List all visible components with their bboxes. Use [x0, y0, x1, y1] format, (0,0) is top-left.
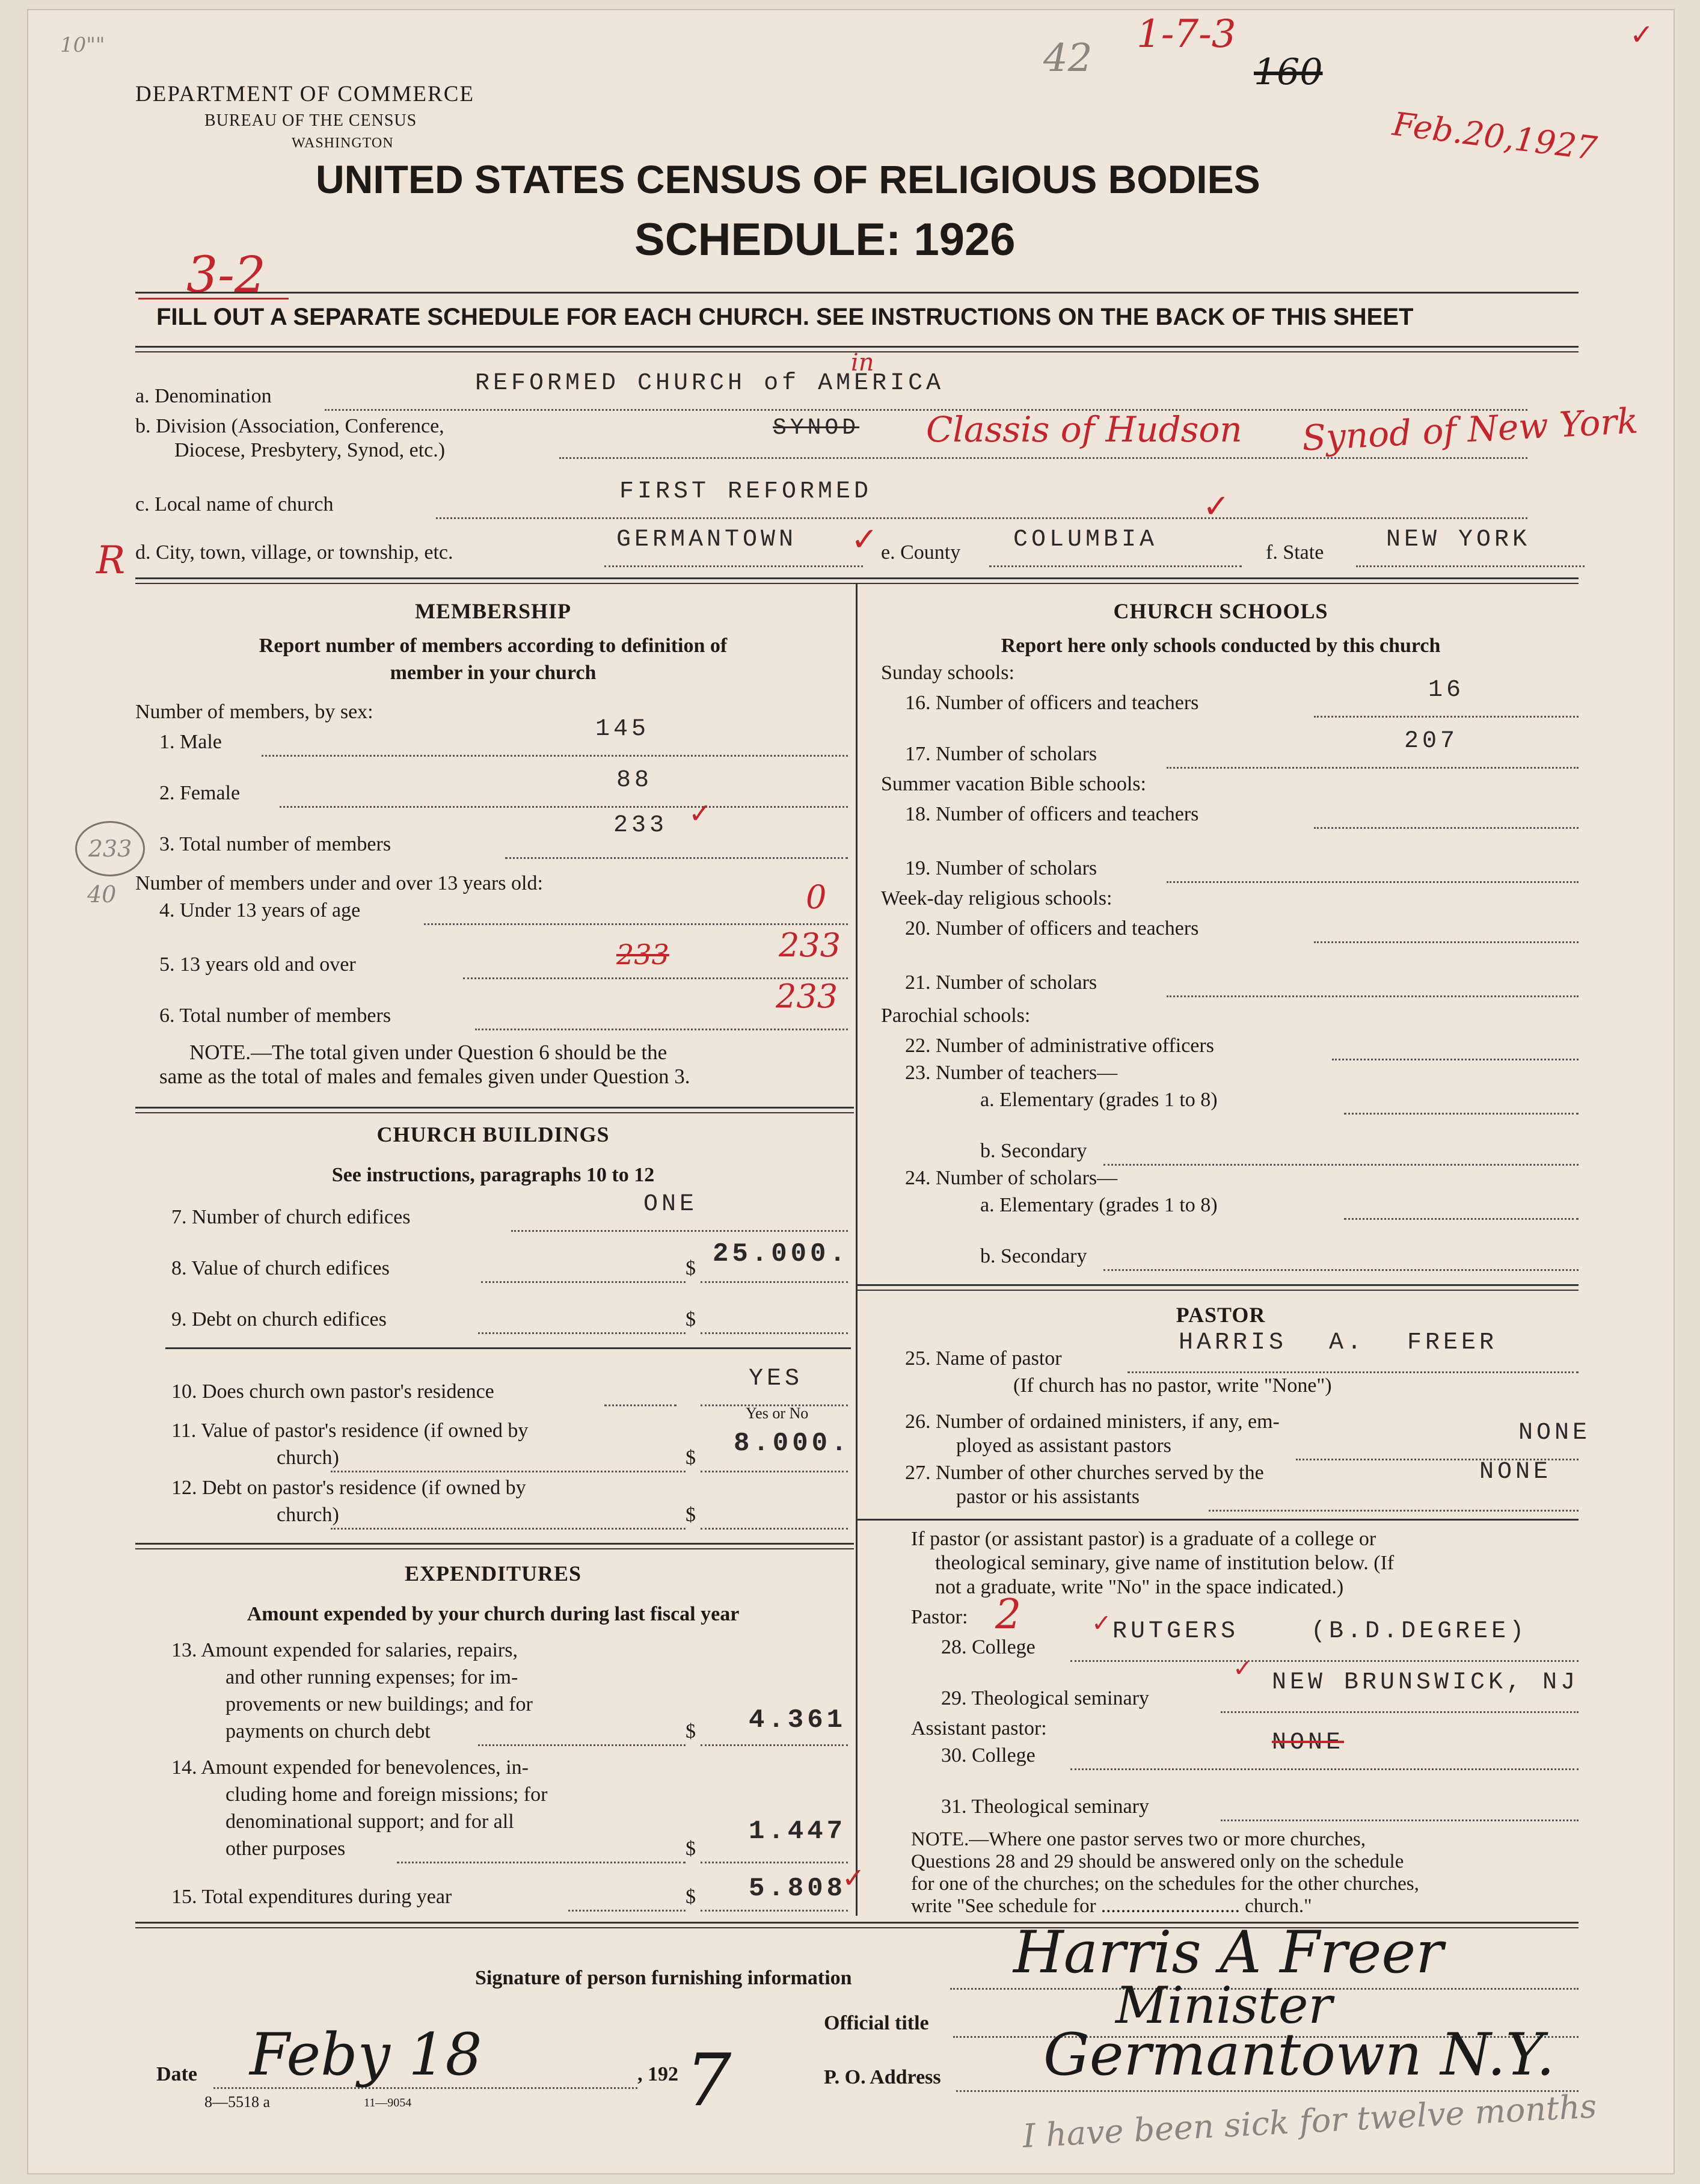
column-divider: [856, 583, 858, 1916]
form-instruction: FILL OUT A SEPARATE SCHEDULE FOR EACH CHURCH. SEE INSTRUCTIONS ON THE BACK OF THIS SHEET: [156, 304, 1414, 330]
college-line: [1070, 1660, 1579, 1662]
weekday-officers-label: 20. Number of officers and teachers: [905, 917, 1199, 940]
edifices-debt-line: [701, 1332, 848, 1334]
department-name: DEPARTMENT OF COMMERCE: [135, 82, 474, 106]
benevolences-dots: [397, 1862, 686, 1863]
buildings-inner-rule: [165, 1347, 851, 1349]
sunday-scholars-line: [1167, 767, 1579, 769]
under-13-value: 0: [806, 878, 827, 916]
members-by-sex-label: Number of members, by sex:: [135, 701, 373, 723]
sunday-officers-line: [1314, 716, 1579, 718]
schools-rule: [857, 1284, 1579, 1291]
pencil-note: I have been sick for twelve months: [1022, 2087, 1598, 2155]
seminary-value: NEW BRUNSWICK, NJ: [1272, 1669, 1579, 1696]
college-value: RUTGERS (B.D.DEGREE): [1112, 1618, 1528, 1645]
seminary-label: 29. Theological seminary: [941, 1687, 1149, 1709]
date-value: Feby 18: [250, 2021, 482, 2088]
division-label-cont: Diocese, Presbytery, Synod, etc.): [174, 439, 446, 461]
college-check: ✓: [1091, 1610, 1112, 1637]
weekday-scholars-label: 21. Number of scholars: [905, 971, 1097, 994]
assistant-seminary-line: [1221, 1819, 1579, 1821]
scholars-elementary-line: [1344, 1218, 1579, 1220]
residence-debt-dots: [331, 1528, 686, 1530]
teachers-elementary-label: a. Elementary (grades 1 to 8): [980, 1089, 1218, 1111]
summer-officers-line: [1314, 827, 1579, 829]
benevolences-label-1: 14. Amount expended for benevolences, in-: [171, 1756, 529, 1779]
form-number: 8—5518 a: [204, 2093, 271, 2111]
membership-subtitle-1: Report number of members according to definition of: [259, 635, 728, 657]
pastor-title: PASTOR: [1176, 1303, 1266, 1327]
residence-debt-label: 12. Debt on pastor's residence (if owned by: [171, 1477, 526, 1499]
denomination-label: a. Denomination: [135, 385, 272, 407]
pastor-name-hint: (If church has no pastor, write "None"): [1013, 1374, 1332, 1397]
sunday-scholars-value: 207: [1404, 728, 1459, 755]
assistant-college-value: NONE: [1272, 1729, 1345, 1756]
edifices-value-label: 8. Value of church edifices: [171, 1257, 390, 1279]
residence-value: 8.000.: [734, 1429, 851, 1459]
membership-note-line-2: same as the total of males and females given under Question 3.: [159, 1065, 690, 1088]
pastor-note-4: write "See schedule for ............................ church.": [911, 1895, 1312, 1917]
buildings-subtitle: See instructions, paragraphs 10 to 12: [331, 1164, 655, 1186]
edifices-value: 25.000.: [713, 1239, 849, 1269]
edifices-count-label: 7. Number of church edifices: [171, 1206, 411, 1228]
benevolences-label-4: other purposes: [226, 1838, 346, 1860]
total-by-age-label: 6. Total number of members: [159, 1004, 391, 1027]
po-address-value: Germantown N.Y.: [1043, 2021, 1555, 2088]
date-label: Date: [156, 2063, 197, 2085]
division-classis: Classis of Hudson: [926, 409, 1242, 450]
pastor-note-3: for one of the churches; on the schedules for the other churches,: [911, 1873, 1419, 1895]
running-expenses-dollar: $: [686, 1720, 696, 1743]
parochial-scholars-label: 24. Number of scholars—: [905, 1167, 1118, 1189]
residence-debt-line: [701, 1528, 848, 1530]
po-address-label: P. O. Address: [824, 2066, 941, 2088]
signature-label: Signature of person furnishing information: [475, 1967, 852, 1989]
teachers-secondary-label: b. Secondary: [980, 1140, 1087, 1162]
local-name-line: [436, 517, 1527, 519]
other-churches-value: NONE: [1479, 1459, 1552, 1486]
benevolences-label-3: denominational support; and for all: [226, 1810, 514, 1833]
membership-rule: [135, 1107, 854, 1113]
other-churches-line: [1209, 1510, 1579, 1512]
official-title-value: Minister: [1115, 1976, 1333, 2035]
residence-value-label: 11. Value of pastor's residence (if owned by: [171, 1420, 529, 1442]
corner-mark-code: 1-7-3: [1137, 12, 1236, 57]
parochial-officers-label: 22. Number of administrative officers: [905, 1035, 1214, 1057]
assistant-pastor-subheading: Assistant pastor:: [911, 1717, 1047, 1740]
residence-value-dots: [331, 1471, 686, 1472]
over-13-label: 5. 13 years old and over: [159, 953, 356, 976]
edifices-value-dots: [481, 1281, 686, 1283]
owns-residence-hint: Yes or No: [746, 1404, 809, 1422]
benevolences-value: 1.447: [749, 1816, 847, 1847]
pastor-rule: [857, 1519, 1579, 1521]
official-title-label: Official title: [824, 2012, 929, 2034]
scholars-secondary-line: [1103, 1269, 1579, 1271]
total-expenditures-dots: [568, 1910, 686, 1912]
division-struck-value: SYNOD: [773, 415, 860, 441]
city-line: [604, 565, 863, 567]
schedule-number-mark: 3-2: [186, 247, 266, 304]
header-rule-top: [135, 292, 1579, 294]
parochial-schools-label: Parochial schools:: [881, 1004, 1031, 1027]
residence-debt-label-cont: church): [277, 1504, 339, 1526]
summer-officers-label: 18. Number of officers and teachers: [905, 803, 1199, 825]
seminary-check: ✓: [1233, 1655, 1253, 1682]
residence-value-label-cont: church): [277, 1447, 339, 1469]
total-expenditures-line: [701, 1910, 848, 1912]
sunday-officers-label: 16. Number of officers and teachers: [905, 692, 1199, 714]
female-label: 2. Female: [159, 782, 241, 804]
pastor-subheading: Pastor:: [911, 1606, 968, 1628]
assistant-college-line: [1070, 1768, 1579, 1770]
membership-subtitle-2: member in your church: [390, 662, 597, 684]
graduate-instruction-1: If pastor (or assistant pastor) is a graduate of a college or: [911, 1528, 1376, 1550]
pastor-note-1: NOTE.—Where one pastor serves two or more churches,: [911, 1829, 1366, 1850]
corner-check-mark: ✓: [1630, 19, 1654, 51]
city-label: d. City, town, village, or township, etc.: [135, 541, 453, 564]
scholars-elementary-label: a. Elementary (grades 1 to 8): [980, 1194, 1218, 1216]
sunday-scholars-label: 17. Number of scholars: [905, 743, 1097, 765]
total-expenditures-value: 5.808: [749, 1874, 847, 1904]
other-churches-label-1: 27. Number of other churches served by the: [905, 1462, 1264, 1484]
weekday-schools-label: Week-day religious schools:: [881, 887, 1112, 909]
denomination-value: REFORMED CHURCH of AMERICA: [475, 370, 945, 397]
residence-debt-dollar: $: [686, 1504, 696, 1526]
census-schedule-sheet: [27, 9, 1675, 2174]
running-expenses-value: 4.361: [749, 1705, 847, 1735]
pastor-name-value: HARRIS A. FREER: [1179, 1329, 1498, 1356]
running-expenses-label-3: provements or new buildings; and for: [226, 1693, 533, 1715]
schools-subtitle: Report here only schools conducted by this church: [1001, 635, 1441, 657]
over-13-value: 233: [779, 926, 841, 964]
total-members-check: ✓: [689, 798, 712, 829]
assistant-college-label: 30. College: [941, 1744, 1036, 1767]
owns-residence-dots: [604, 1404, 677, 1406]
weekday-scholars-line: [1167, 995, 1579, 997]
total-expenditures-dollar: $: [686, 1886, 696, 1908]
benevolences-label-2: cluding home and foreign missions; for: [226, 1783, 548, 1806]
running-expenses-line: [701, 1744, 848, 1746]
college-label: 28. College: [941, 1636, 1036, 1658]
buildings-title: CHURCH BUILDINGS: [376, 1122, 610, 1146]
edifices-debt-dots: [478, 1332, 686, 1334]
membership-note-line-1: NOTE.—The total given under Question 6 should be the: [189, 1041, 667, 1064]
teachers-elementary-line: [1344, 1113, 1579, 1115]
assistant-pastors-label-2: ployed as assistant pastors: [956, 1435, 1171, 1457]
assistant-seminary-label: 31. Theological seminary: [941, 1795, 1149, 1818]
po-address-line: [956, 2090, 1579, 2092]
graduate-instruction-2: theological seminary, give name of institution below. (If: [935, 1552, 1395, 1574]
state-label: f. State: [1266, 541, 1324, 564]
assistant-pastors-value: NONE: [1518, 1420, 1591, 1447]
division-line: [559, 457, 1527, 459]
membership-title: MEMBERSHIP: [414, 599, 571, 623]
city-value: GERMANTOWN: [616, 526, 797, 553]
county-value: COLUMBIA: [1013, 526, 1158, 553]
edifices-value-dollar: $: [686, 1257, 696, 1279]
total-members-line: [505, 857, 848, 859]
schedule-year-title: SCHEDULE: 1926: [634, 214, 1016, 265]
members-by-age-label: Number of members under and over 13 years old:: [135, 872, 543, 894]
owns-residence-label: 10. Does church own pastor's residence: [171, 1380, 494, 1403]
sunday-schools-label: Sunday schools:: [881, 662, 1014, 684]
corner-mark-top-left: 10"": [60, 33, 105, 57]
scholars-secondary-label: b. Secondary: [980, 1245, 1087, 1267]
assistant-pastors-label-1: 26. Number of ordained ministers, if any, em-: [905, 1410, 1280, 1433]
edifices-count-line: [511, 1230, 848, 1232]
running-expenses-label-4: payments on church debt: [226, 1720, 431, 1743]
margin-mark-r: R: [96, 538, 126, 583]
running-expenses-dots: [478, 1744, 686, 1746]
schedule-number-underline: [138, 298, 289, 300]
local-name-label: c. Local name of church: [135, 493, 334, 515]
form-title: UNITED STATES CENSUS OF RELIGIOUS BODIES: [316, 157, 1260, 201]
denomination-insert: in: [851, 349, 874, 377]
under-13-line: [424, 923, 848, 925]
state-line: [1356, 565, 1585, 567]
signature-value: Harris A Freer: [1013, 1919, 1444, 1986]
parochial-officers-line: [1332, 1059, 1579, 1060]
local-name-check: ✓: [1203, 488, 1230, 524]
date-year-digit: 7: [686, 2039, 732, 2123]
local-name-value: FIRST REFORMED: [619, 478, 873, 505]
other-churches-label-2: pastor or his assistants: [956, 1486, 1140, 1508]
division-label: b. Division (Association, Conference,: [135, 415, 444, 437]
sunday-officers-value: 16: [1428, 677, 1465, 704]
city-check: ✓: [851, 521, 879, 558]
male-label: 1. Male: [159, 731, 222, 753]
corner-mark-struck-number: 160: [1254, 51, 1323, 93]
buildings-rule: [135, 1543, 854, 1549]
over-13-struck-value: 233: [616, 938, 669, 971]
parochial-teachers-label: 23. Number of teachers—: [905, 1062, 1118, 1084]
pastor-red-mark: 2: [995, 1591, 1022, 1638]
schools-title: CHURCH SCHOOLS: [1113, 599, 1328, 623]
benevolences-line: [701, 1862, 848, 1863]
graduate-instruction-3: not a graduate, write "No" in the space indicated.): [935, 1576, 1344, 1598]
state-value: NEW YORK: [1386, 526, 1531, 553]
male-value: 145: [595, 716, 650, 743]
total-members-value: 233: [613, 812, 668, 839]
receipt-date-stamp: Feb.20,1927: [1390, 105, 1600, 168]
benevolences-dollar: $: [686, 1838, 696, 1860]
print-number: 11—9054: [364, 2096, 412, 2109]
bureau-city: WASHINGTON: [292, 135, 394, 151]
running-expenses-label-2: and other running expenses; for im-: [226, 1666, 518, 1688]
date-year-prefix: , 192: [637, 2063, 678, 2085]
male-line: [262, 755, 848, 757]
county-label: e. County: [881, 541, 961, 564]
under-13-label: 4. Under 13 years of age: [159, 899, 361, 921]
total-members-label: 3. Total number of members: [159, 833, 391, 855]
pastor-name-label: 25. Name of pastor: [905, 1347, 1062, 1370]
residence-value-line: [701, 1471, 848, 1472]
total-expenditures-label: 15. Total expenditures during year: [171, 1886, 452, 1908]
edifices-debt-label: 9. Debt on church edifices: [171, 1308, 387, 1330]
summer-scholars-line: [1167, 881, 1579, 883]
summer-scholars-label: 19. Number of scholars: [905, 857, 1097, 879]
total-by-age-line: [475, 1029, 848, 1030]
residence-value-dollar: $: [686, 1447, 696, 1469]
female-value: 88: [616, 767, 653, 794]
owns-residence-value: YES: [749, 1365, 803, 1392]
teachers-secondary-line: [1103, 1164, 1579, 1166]
summer-schools-label: Summer vacation Bible schools:: [881, 773, 1146, 795]
county-line: [989, 565, 1242, 567]
seminary-line: [1221, 1711, 1579, 1713]
running-expenses-label-1: 13. Amount expended for salaries, repairs,: [171, 1639, 518, 1661]
expenditures-title: EXPENDITURES: [404, 1561, 582, 1586]
weekday-officers-line: [1314, 941, 1579, 943]
bureau-name: BUREAU OF THE CENSUS: [204, 111, 417, 130]
pastor-name-line: [1128, 1371, 1579, 1373]
corner-mark-number: 42: [1043, 36, 1093, 81]
margin-circled-total: 233: [75, 821, 145, 876]
edifices-count-value: ONE: [643, 1191, 698, 1218]
expenditures-subtitle: Amount expended by your church during last fiscal year: [247, 1603, 740, 1625]
edifices-debt-dollar: $: [686, 1308, 696, 1330]
total-expenditures-check: ✓: [842, 1863, 865, 1893]
female-line: [280, 806, 848, 808]
pastor-note-2: Questions 28 and 29 should be answered only on the schedule: [911, 1851, 1404, 1872]
total-by-age-value: 233: [776, 977, 838, 1015]
edifices-value-line: [701, 1281, 848, 1283]
margin-note-40: 40: [87, 881, 117, 908]
division-synod: Synod of New York: [1301, 400, 1639, 459]
